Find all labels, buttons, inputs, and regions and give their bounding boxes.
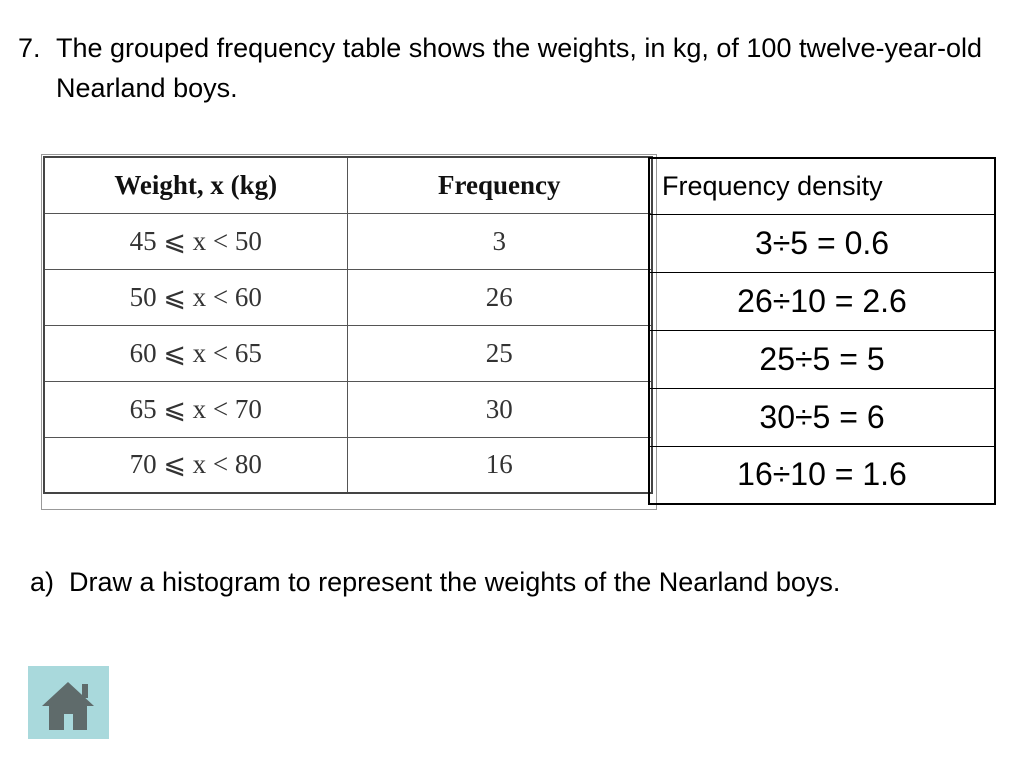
grouped-frequency-table [43, 156, 653, 494]
weight-cell: 45 ⩽ x < 50 [44, 213, 347, 269]
frequency-cell: 26 [347, 269, 652, 325]
frequency-density-table [648, 157, 996, 505]
sub-question-a [30, 562, 850, 602]
table-row [44, 213, 652, 269]
weight-cell: 65 ⩽ x < 70 [44, 381, 347, 437]
weight-column-header: Weight, x (kg) [44, 157, 347, 213]
table-row [44, 269, 652, 325]
frequency-cell: 30 [347, 381, 652, 437]
frequency-cell: 25 [347, 325, 652, 381]
weight-cell: 60 ⩽ x < 65 [44, 325, 347, 381]
table-row [44, 325, 652, 381]
question-number: 7. [18, 33, 41, 63]
sub-question-text: Draw a histogram to represent the weights of the Nearland boys. [69, 567, 841, 597]
question-text: The grouped frequency table shows the weights, in kg, of 100 twelve-year-old Nearland boys. [56, 33, 983, 103]
weight-cell: 70 ⩽ x < 80 [44, 437, 347, 493]
table-header-row [44, 157, 652, 213]
frequency-cell: 3 [347, 213, 652, 269]
density-cell: 25÷5 = 5 [649, 330, 995, 388]
density-cell: 30÷5 = 6 [649, 388, 995, 446]
weight-cell: 50 ⩽ x < 60 [44, 269, 347, 325]
home-button[interactable] [28, 666, 109, 739]
density-column-header: Frequency density [649, 158, 995, 214]
density-cell: 3÷5 = 0.6 [649, 214, 995, 272]
density-cell: 16÷10 = 1.6 [649, 446, 995, 504]
density-cell: 26÷10 = 2.6 [649, 272, 995, 330]
table-row [44, 437, 652, 493]
frequency-cell: 16 [347, 437, 652, 493]
home-icon [28, 666, 109, 739]
frequency-column-header: Frequency [347, 157, 652, 213]
sub-question-label: a) [30, 567, 55, 597]
question-7 [18, 28, 1008, 108]
table-row [44, 381, 652, 437]
